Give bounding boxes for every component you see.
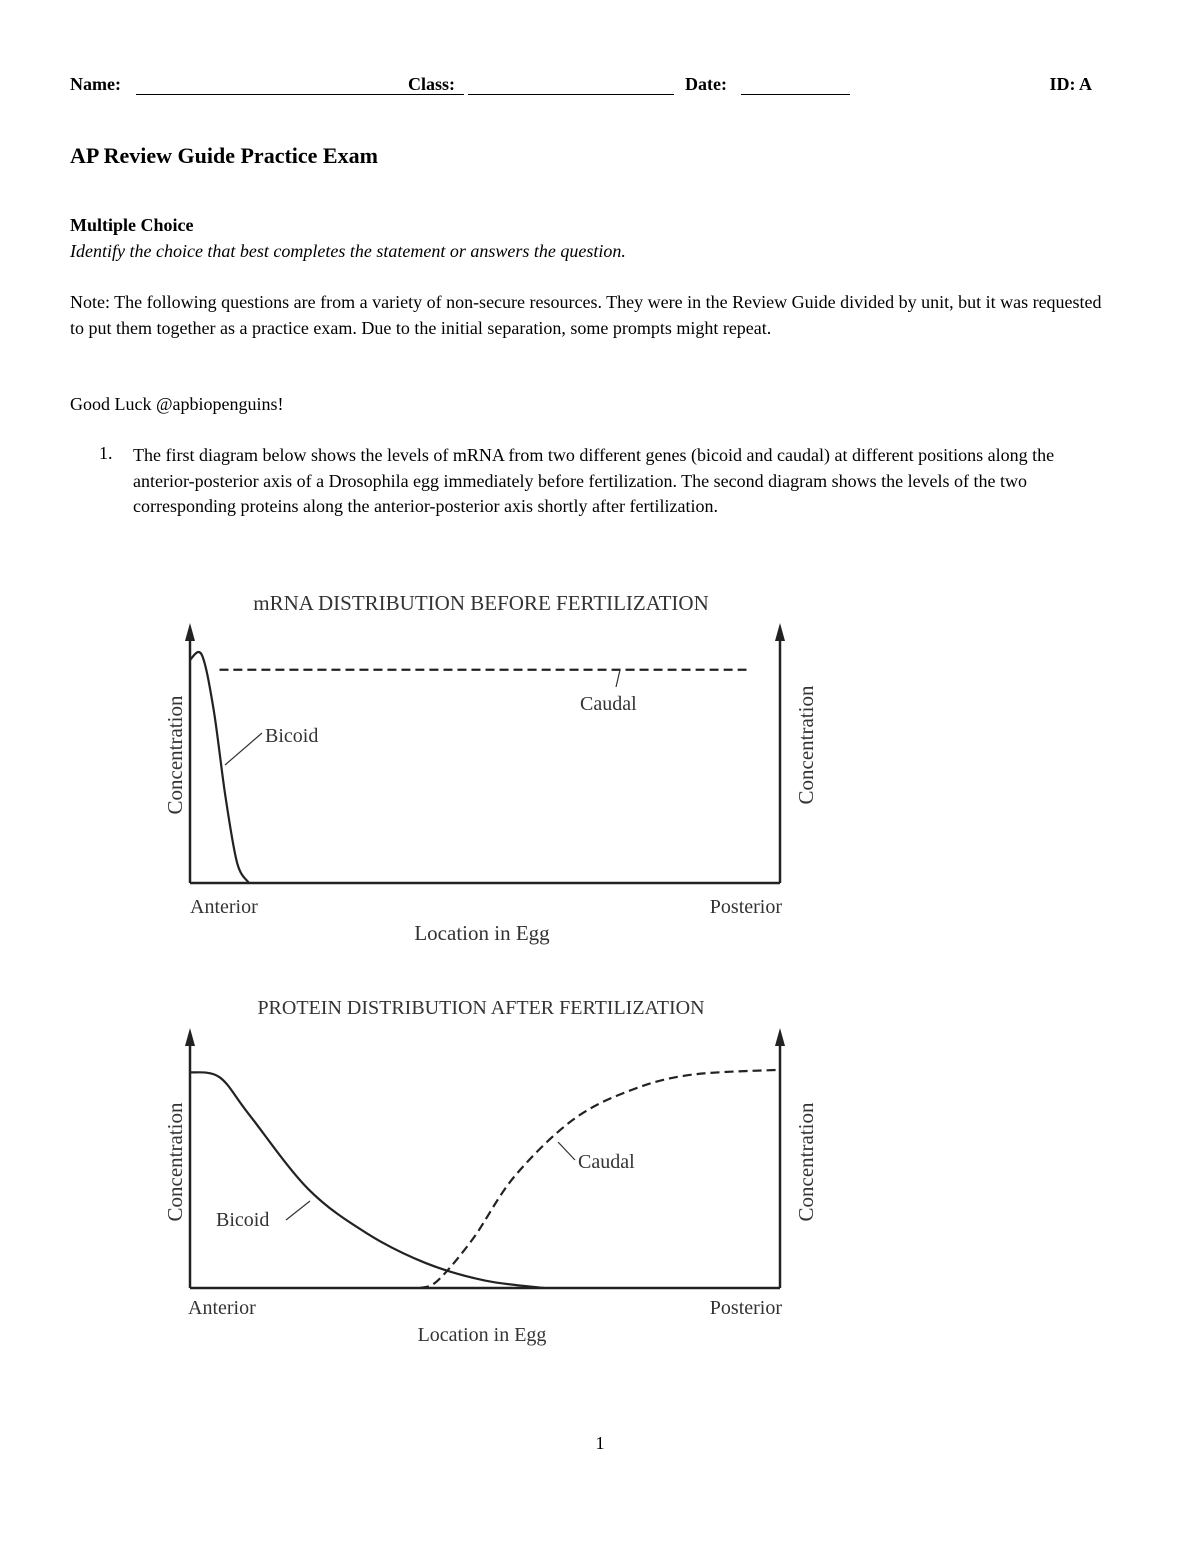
right-axis-arrow <box>775 623 785 641</box>
chart-title: mRNA DISTRIBUTION BEFORE FERTILIZATION <box>253 591 709 615</box>
series-label-caudal: Caudal <box>580 693 637 715</box>
x-axis-label: Location in Egg <box>414 921 550 945</box>
right-axis-arrow <box>775 1028 785 1046</box>
greeting: Good Luck @apbiopenguins! <box>70 394 284 414</box>
section-intro <box>70 213 1110 264</box>
chart-series <box>190 652 751 883</box>
chart-title: PROTEIN DISTRIBUTION AFTER FERTILIZATION <box>257 997 705 1019</box>
x-start-label: Anterior <box>188 1297 256 1319</box>
question-text: The first diagram below shows the levels of mRNA from two different genes (bicoid and caudal) at different positions along the anterior-posterior axis of a Drosophila egg immediately before fertilization. The second diagram shows the levels of the two corresponding proteins along the anterior-posterior axis shortly after fertilization. <box>133 445 1055 516</box>
note-paragraph: Note: The following questions are from a variety of non-secure resources. They were in the Review Guide divided by unit, but it was requested to put them together as a practice exam. Due to the initial separation, some prompts might repeat. <box>70 292 1102 338</box>
chart-axes <box>185 1028 785 1288</box>
series-label-bicoid: Bicoid <box>216 1209 270 1231</box>
series-line-bicoid <box>190 652 249 883</box>
x-axis-label: Location in Egg <box>417 1324 547 1346</box>
caudal-leader-line <box>558 1142 575 1160</box>
y-axis-label: Concentration <box>163 695 187 815</box>
bicoid-leader-line <box>286 1201 310 1220</box>
student-info-header <box>70 74 1092 98</box>
y2-axis-label: Concentration <box>794 685 818 805</box>
protein-distribution-chart <box>150 990 830 1355</box>
x-start-label: Anterior <box>190 896 258 918</box>
section-heading: Multiple Choice <box>70 215 194 235</box>
y2-axis-label: Concentration <box>794 1102 818 1222</box>
left-axis-arrow <box>185 1028 195 1046</box>
date-label: Date: <box>685 74 727 94</box>
y-axis-label: Concentration <box>163 1102 187 1222</box>
page-number: 1 <box>595 1433 605 1453</box>
series-label-caudal: Caudal <box>578 1151 635 1173</box>
section-instruction: Identify the choice that best completes the statement or answers the question. <box>70 240 626 261</box>
left-axis-arrow <box>185 623 195 641</box>
bicoid-leader-line <box>225 733 262 765</box>
class-label: Class: <box>408 74 456 94</box>
mrna-distribution-chart <box>150 585 830 950</box>
chart-axes <box>185 623 785 883</box>
page-title: AP Review Guide Practice Exam <box>70 143 378 168</box>
x-end-label: Posterior <box>709 896 782 918</box>
x-end-label: Posterior <box>709 1297 782 1319</box>
series-label-bicoid: Bicoid <box>265 725 319 747</box>
class-blank[interactable] <box>468 94 674 95</box>
series-line-caudal <box>420 1070 780 1288</box>
id-label: ID: A <box>1049 74 1092 94</box>
date-blank[interactable] <box>741 94 850 95</box>
series-line-bicoid <box>190 1072 544 1288</box>
caudal-leader-line <box>616 670 620 687</box>
question-number: 1. <box>99 443 113 463</box>
name-label: Name: <box>70 74 121 94</box>
chart-series <box>190 1070 780 1288</box>
